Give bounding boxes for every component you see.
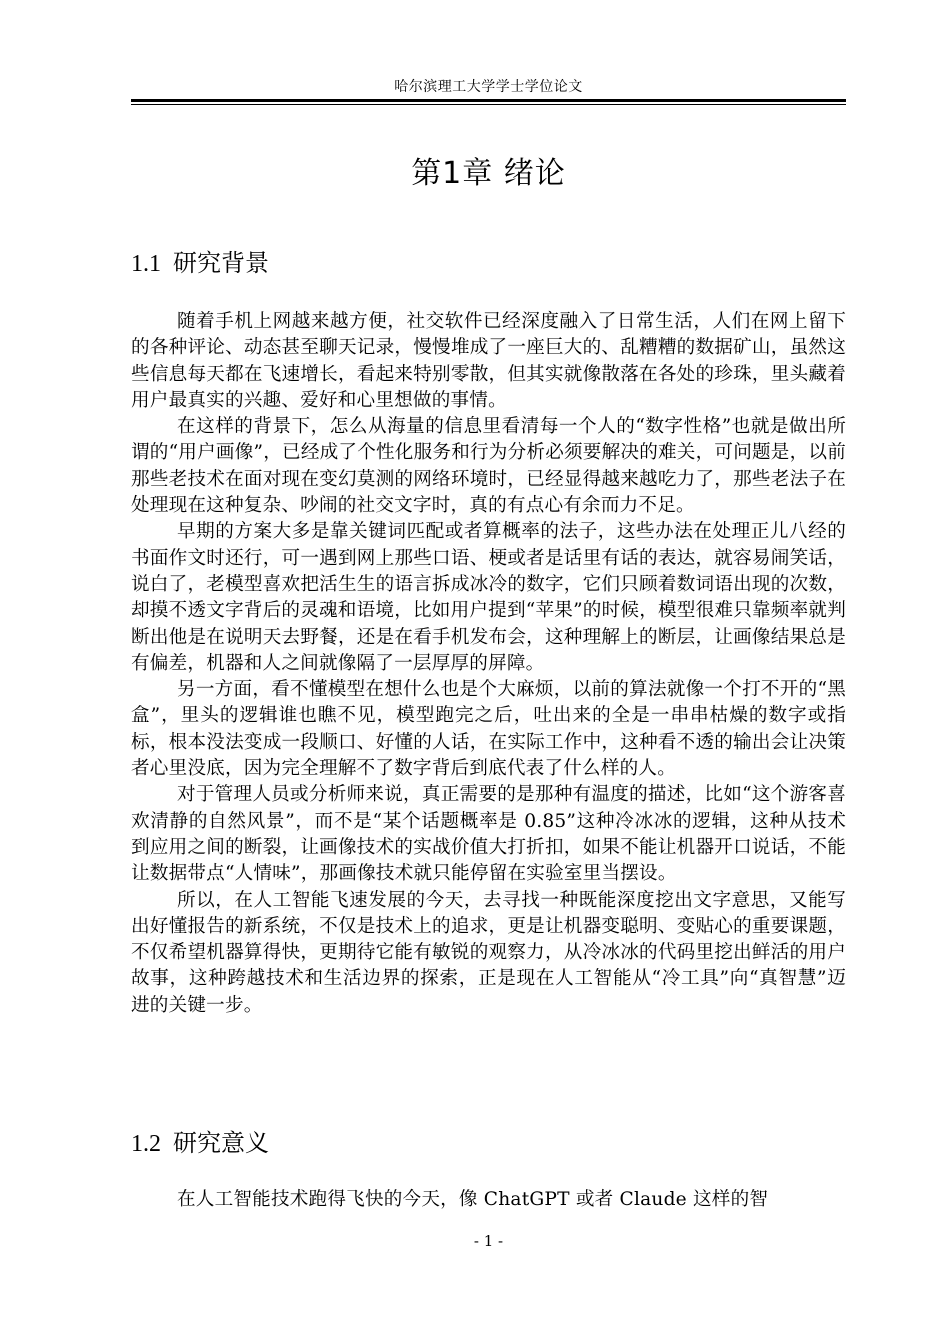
- section-1-2-body: [131, 1187, 846, 1213]
- section-title: 研究背景: [173, 249, 269, 277]
- paragraph: 在人工智能技术跑得飞快的今天，像 ChatGPT 或者 Claude 这样的智: [177, 1189, 769, 1210]
- section-number: 1.1: [131, 251, 161, 277]
- running-header: 哈尔滨理工大学学士学位论文: [394, 79, 583, 95]
- paragraph: 早期的方案大多是靠关键词匹配或者算概率的法子，这些办法在处理正儿八经的书面作文时还行，可一遇到网上那些口语、梗或者是话里有话的表达，就容易闹笑话，说白了，老模型喜欢把活生生的语言拆成冰冷的数字，它们只顾着数词语出现的次数，却摸不透文字背后的灵魂和语境，比如用户提到“苹果”的时候，模型很难只靠频率就判断出他是在说明天去野餐，还是在看手机发布会，这种理解上的断层，让画像结果总是有偏差，机器和人之间就像隔了一层厚厚的屏障。: [131, 521, 846, 674]
- paragraph: 所以，在人工智能飞速发展的今天，去寻找一种既能深度挖出文字意思，又能写出好懂报告的新系统，不仅是技术上的追求，更是让机器变聪明、变贴心的重要课题，不仅希望机器算得快，更期待它能有敏锐的观察力，从冷冰冰的代码里挖出鲜活的用户故事，这种跨越技术和生活边界的探索，正是现在人工智能从“冷工具”向“真智慧”迈进的关键一步。: [131, 889, 846, 1016]
- section-heading-1-1: [131, 246, 846, 281]
- paragraph: 随着手机上网越来越方便，社交软件已经深度融入了日常生活，人们在网上留下的各种评论、动态甚至聊天记录，慢慢堆成了一座巨大的、乱糟糟的数据矿山，虽然这些信息每天都在飞速增长，看起来特别零散，但其实就像散落在各处的珍珠，里头藏着用户最真实的兴趣、爱好和心里想做的事情。: [131, 311, 846, 411]
- paragraph: 在这样的背景下，怎么从海量的信息里看清每一个人的“数字性格”也就是做出所谓的“用户画像”，已经成了个性化服务和行为分析必须要解决的难关，可问题是，以前那些老技术在面对现在变幻莫测的网络环境时，已经显得越来越吃力了，那些老法子在处理现在这种复杂、吵闹的社交文字时，真的有点心有余而力不足。: [131, 416, 846, 517]
- chapter-title: 第1章 绪论: [411, 156, 566, 191]
- section-heading-1-2: [131, 1126, 846, 1161]
- section-number: 1.2: [131, 1131, 161, 1157]
- page-number: - 1 -: [473, 1232, 504, 1250]
- header-rule-thin: [131, 104, 846, 105]
- paragraph: 对于管理人员或分析师来说，真正需要的是那种有温度的描述，比如“这个游客喜欢清静的自然风景”，而不是“某个话题概率是 0.85”这种冷冰冰的逻辑，这种从技术到应用之间的断裂，让画像技术的实战价值大打折扣，如果不能让机器开口说话，不能让数据带点“人情味”，那画像技术就只能停留在实验室里当摆设。: [131, 784, 846, 885]
- section-1-1-body: [131, 309, 846, 1019]
- header-rule-thick: [131, 99, 846, 102]
- paragraph: 另一方面，看不懂模型在想什么也是个大麻烦，以前的算法就像一个打不开的“黑盒”，里头的逻辑谁也瞧不见，模型跑完之后，吐出来的全是一串串枯燥的数字或指标，根本没法变成一段顺口、好懂的人话，在实际工作中，这种看不透的输出会让决策者心里没底，因为完全理解不了数字背后到底代表了什么样的人。: [131, 679, 846, 780]
- section-title: 研究意义: [173, 1129, 269, 1157]
